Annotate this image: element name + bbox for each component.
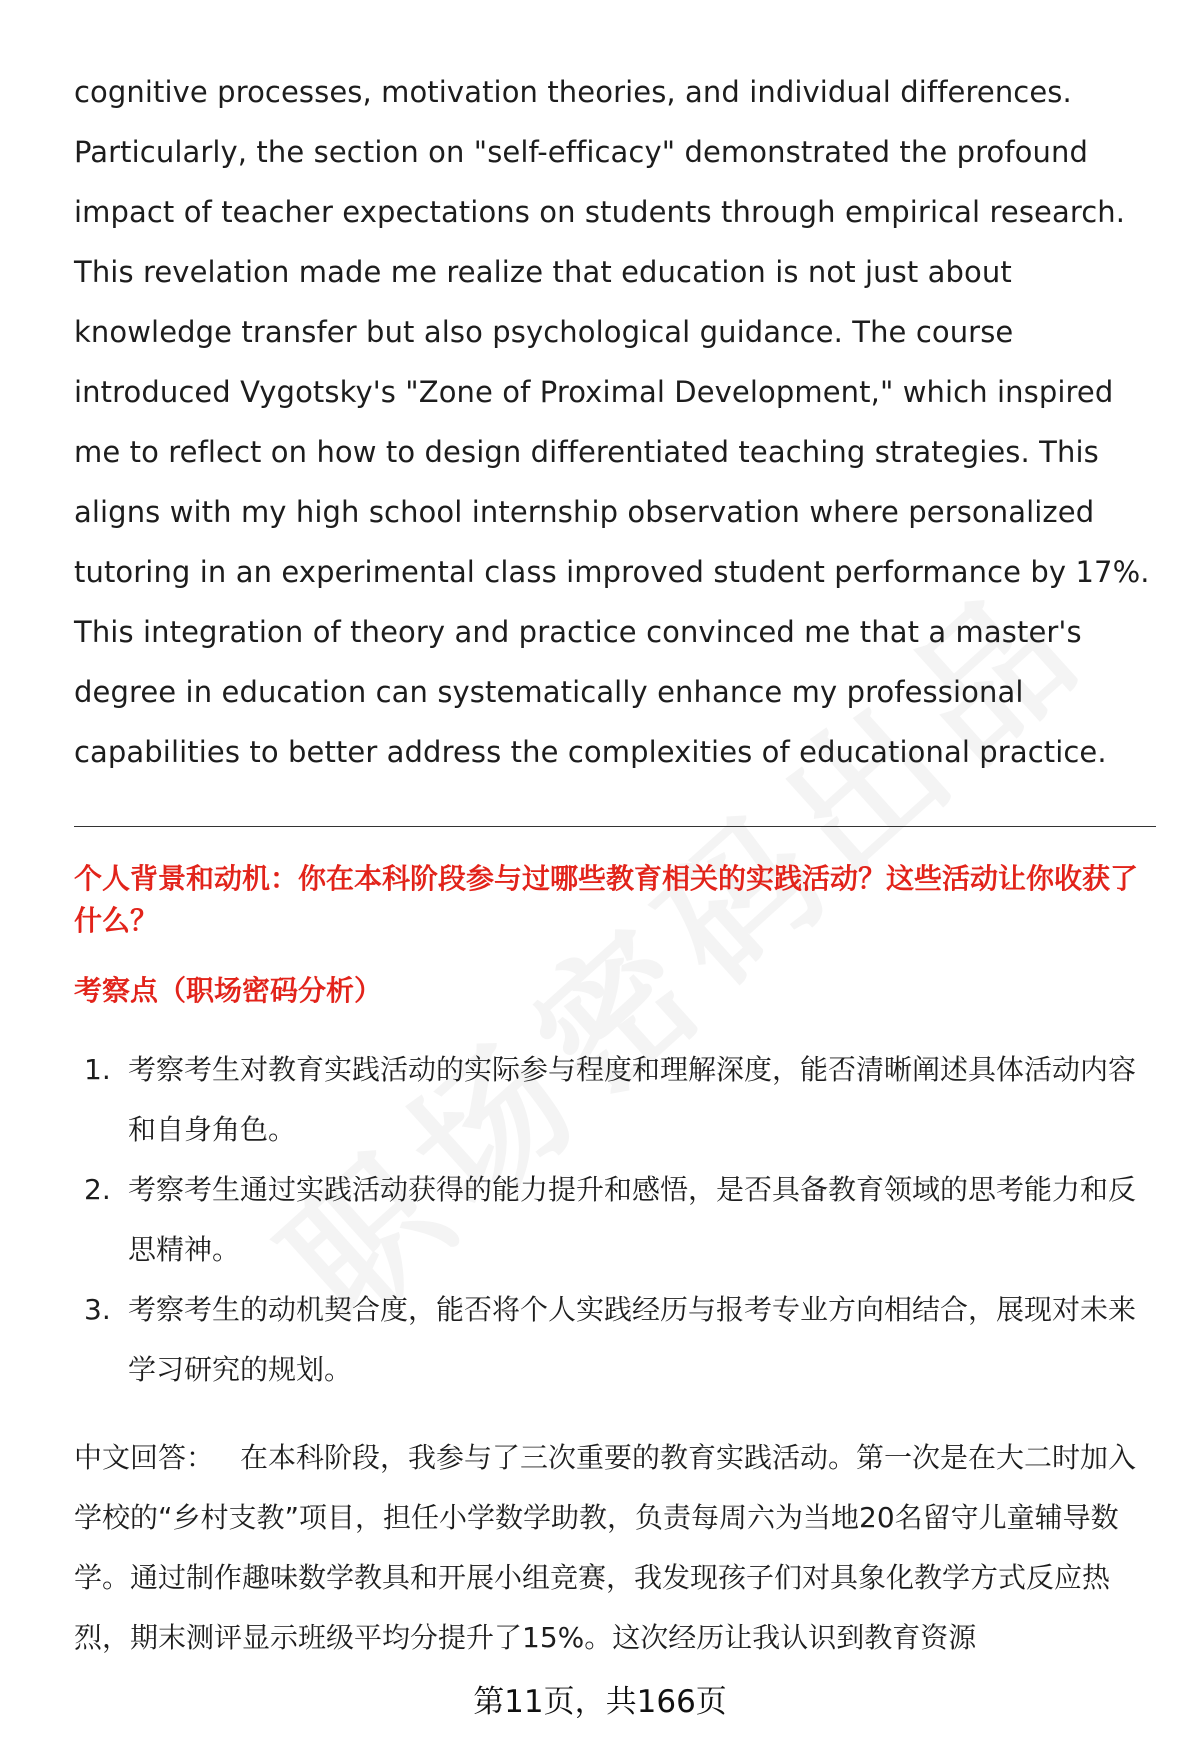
point-text: 考察考生通过实践活动获得的能力提升和感悟，是否具备教育领域的思考能力和反思精神。 [128, 1173, 1137, 1266]
section-divider [74, 826, 1156, 827]
chinese-answer [74, 1428, 1156, 1668]
point-text: 考察考生对教育实践活动的实际参与程度和理解深度，能否清晰阐述具体活动内容和自身角色。 [128, 1053, 1137, 1146]
point-text: 考察考生的动机契合度，能否将个人实践经历与报考专业方向相结合，展现对未来学习研究的规划。 [128, 1293, 1137, 1386]
answer-label: 中文回答： [74, 1441, 215, 1474]
point-number: 3. [84, 1293, 111, 1326]
english-answer-paragraph: cognitive processes, motivation theories, and individual differences. Particularly, the section on "self-efficacy" demonstrated the profound impact of teacher expectations on students through empirical research. This revelation made me realize that education is not just about knowledge transfer but also psychological guidance. The course introduced Vygotsky's "Zone of Proximal Development," which inspired me to reflect on how to design differentiated teaching strategies. This aligns with my high school internship observation where personalized tutoring in an experimental class improved student performance by 17%. This integration of theory and practice convinced me that a master's degree in education can systematically enhance my professional capabilities to better address the complexities of educational practice. [74, 75, 1150, 769]
question-heading: 个人背景和动机：你在本科阶段参与过哪些教育相关的实践活动？这些活动让你收获了什么？ [74, 862, 1139, 937]
assessment-point [74, 1160, 1156, 1280]
assessment-point [74, 1280, 1156, 1400]
assessment-points-list [74, 1040, 1156, 1400]
assessment-point [74, 1040, 1156, 1160]
answer-text: 在本科阶段，我参与了三次重要的教育实践活动。第一次是在大二时加入学校的“乡村支教”项目，担任小学数学助教，负责每周六为当地20名留守儿童辅导数学。通过制作趣味数学教具和开展小组竞赛，我发现孩子们对具象化教学方式反应热烈，期末测评显示班级平均分提升了15%。这次经历让我认识到教育资源 [74, 1441, 1137, 1654]
assessment-title: 考察点（职场密码分析） [74, 974, 383, 1007]
page-number-footer: 第11页，共166页 [473, 1684, 727, 1720]
point-number: 2. [84, 1173, 111, 1206]
point-number: 1. [84, 1053, 111, 1086]
